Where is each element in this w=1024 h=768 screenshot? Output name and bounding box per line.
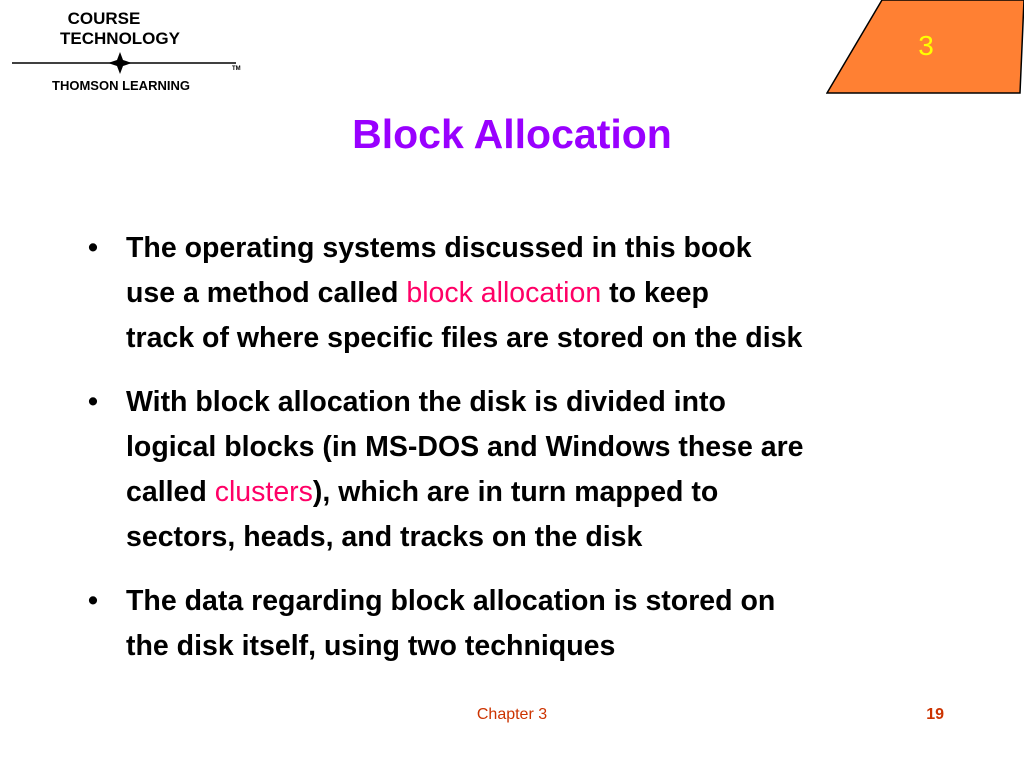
bullet-text: The operating systems discussed in this book: [126, 232, 752, 264]
bullet-text: The data regarding block allocation is stored on: [126, 585, 776, 617]
course-technology-logo: [8, 8, 253, 98]
bullet-text: use a method called: [126, 277, 407, 309]
bullet-line: [126, 271, 964, 316]
bullet-text: With block allocation the disk is divided into: [126, 386, 726, 418]
bullet-line: [126, 425, 964, 470]
footer-chapter: Chapter 3: [476, 706, 548, 723]
bullet-marker: •: [88, 232, 98, 264]
bullet-marker: •: [88, 585, 98, 617]
bullet-line: [126, 515, 964, 560]
logo-graphic: [8, 8, 253, 98]
logo-line3: THOMSON LEARNING: [52, 78, 190, 93]
bullet-line: [126, 579, 964, 624]
bullet-text: logical blocks (in MS-DOS and Windows these are: [126, 431, 804, 463]
logo-line1: COURSE: [67, 9, 141, 28]
bullet-text: the disk itself, using two techniques: [126, 630, 616, 662]
bullet-marker: •: [88, 386, 98, 418]
chapter-badge-number: 3: [918, 30, 934, 61]
bullet-item: [84, 226, 964, 361]
bullet-text: sectors, heads, and tracks on the disk: [126, 521, 643, 553]
bullet-text: called: [126, 476, 215, 508]
highlighted-term: clusters: [214, 476, 313, 508]
bullet-line: [126, 316, 964, 361]
bullet-text: track of where specific files are stored on the disk: [126, 322, 803, 354]
bullet-text: to keep: [601, 277, 709, 309]
bullet-item: [84, 380, 964, 560]
logo-star-icon: [108, 52, 132, 74]
bullet-line: [126, 470, 964, 515]
bullet-line: [126, 624, 964, 669]
slide-title: Block Allocation: [352, 111, 672, 157]
logo-trademark: TM: [232, 66, 241, 72]
bullet-item: [84, 579, 964, 669]
bullet-line: [126, 226, 964, 271]
bullet-line: [126, 380, 964, 425]
bullet-list: [84, 226, 964, 688]
bullet-text: ), which are in turn mapped to: [312, 476, 719, 508]
highlighted-term: block allocation: [406, 277, 602, 309]
footer-page-number: 19: [926, 706, 944, 723]
logo-line2: TECHNOLOGY: [60, 29, 180, 48]
